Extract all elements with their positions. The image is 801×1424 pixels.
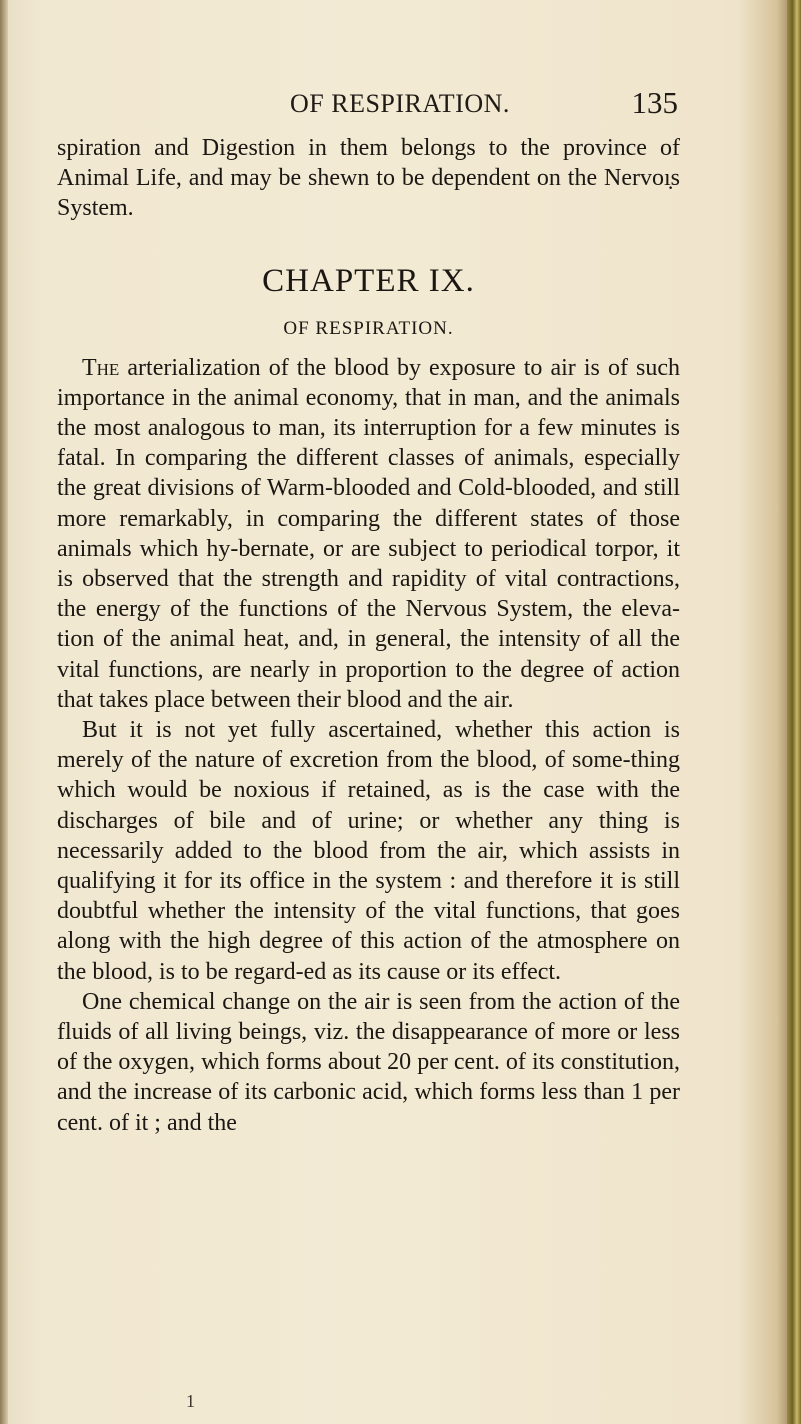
paragraph-2: But it is not yet fully ascertained, whether this action is merely of the nature of excretion from the blood, of some-thing which would be noxious if retained, as is the case with the discharges of bile and of urine; or whether any thing is necessarily added to the blood from the air, which assists in qualifying it for its office in the system : and therefore it is still doubtful whether the intensity of the vital functions, that goes along with the high degree of this action of the atmosphere on the blood, is to be regard-ed as its cause or its effect. [57, 717, 680, 985]
running-title: OF RESPIRATION. [290, 89, 510, 118]
chapter-subheading: OF RESPIRATION. [283, 317, 454, 339]
paragraph-3: One chemical change on the air is seen from the action of the fluids of all living beings, viz. the disappearance of more or less of the oxygen, which forms about 20 per cent. of its constitution, and the increase of its carbonic acid, which forms less than 1 per cent. of it ; and the [57, 988, 680, 1136]
paragraph-1-first-word: The [82, 354, 120, 381]
opening-paragraph: spiration and Digestion in them belongs to the province of Animal Life, and may be shewn to be dependent on the Nervoı̣s System. [57, 135, 680, 222]
page-left-edge [0, 0, 8, 1424]
text-block [57, 133, 680, 1138]
page-right-edge [787, 0, 801, 1424]
signature-mark: 1 [186, 1391, 195, 1411]
chapter-heading: CHAPTER IX. [262, 262, 475, 299]
running-head [290, 85, 680, 122]
paragraph-1-text: arterialization of the blood by exposure to air is of such importance in the animal economy, that in man, and the animals the most analogous to man, its interruption for a few minutes is fatal. In comparing the different classes of animals, especially the great divisions of Warm-blooded and Cold-blooded, and still more remarkably, in comparing the different states of those animals which hy-bernate, or are subject to periodical torpor, it is observed that the strength and rapidity of vital contractions, the energy of the functions of the Nervous System, the eleva-tion of the animal heat, and, in general, the intensity of all the vital functions, are nearly in proportion to the degree of action that takes place between their blood and the air. [57, 354, 680, 713]
paragraph-1 [57, 353, 680, 715]
page-number: 135 [631, 85, 678, 120]
